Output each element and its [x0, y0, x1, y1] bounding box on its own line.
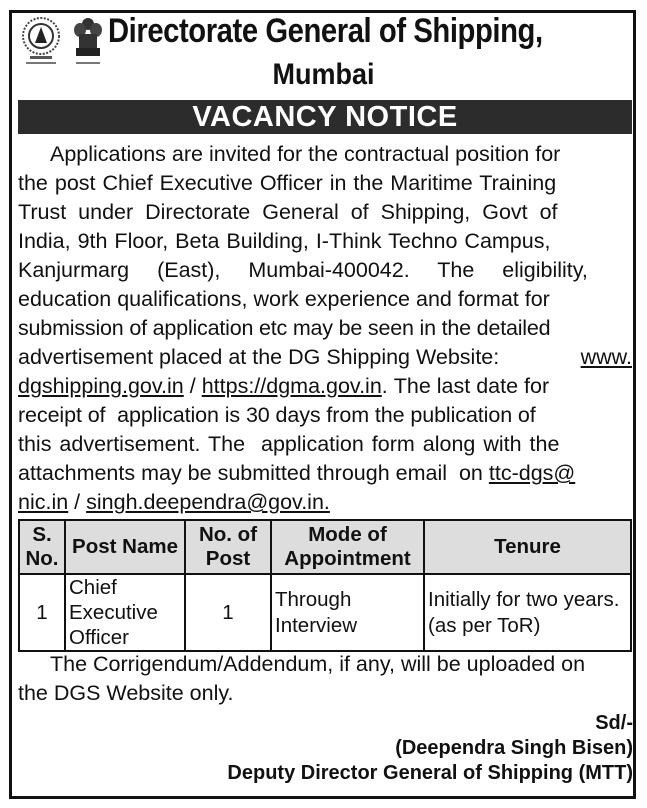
email-link-deependra[interactable]: singh.deependra@gov.in. — [86, 490, 330, 514]
corrigendum-note — [18, 650, 632, 708]
body-line: India, 9th Floor, Beta Building, I-Think Techno Campus, — [18, 229, 551, 253]
note-line-1: The Corrigendum/Addendum, if any, will be uploaded on — [50, 652, 586, 676]
col-header-sno: S. No. — [19, 520, 65, 574]
org-city: Mumbai — [272, 58, 375, 91]
table-header-row — [19, 520, 631, 574]
cell-mode: Through Interview — [271, 574, 424, 651]
vacancy-table — [18, 519, 632, 652]
note-line-2: the DGS Website only. — [18, 681, 234, 705]
body-line: submission of application etc may be seen in the detailed — [18, 316, 551, 340]
body-line: education qualifications, work experience and format for — [18, 287, 550, 311]
body-line: dgshipping.gov.in / https://dgma.gov.in. The last date for — [18, 374, 550, 398]
body-line: Trust under Directorate General of Shipping, Govt of — [18, 200, 558, 224]
sd-mark: Sd/- — [595, 712, 633, 734]
table-row — [19, 574, 631, 651]
body-line: nic.in / singh.deependra@gov.in. — [18, 488, 632, 517]
cell-sno: 1 — [19, 574, 65, 651]
body-line: Kanjurmarg (East), Mumbai-400042. The eligibility, — [18, 258, 588, 282]
signatory-name: (Deependra Singh Bisen) — [395, 737, 633, 759]
body-line: advertisement placed at the DG Shipping Website: www. — [18, 343, 632, 372]
col-header-tenure: Tenure — [424, 520, 631, 574]
col-header-post-name: Post Name — [65, 520, 185, 574]
signatory-designation: Deputy Director General of Shipping (MTT) — [227, 762, 633, 784]
body-line: the post Chief Executive Officer in the Maritime Training — [18, 171, 557, 195]
cell-post-name: Chief Executive Officer — [65, 574, 185, 651]
col-header-no-of-post: No. of Post — [185, 520, 271, 574]
notice-body — [18, 140, 632, 517]
email-link-ttc[interactable]: ttc-dgs@ — [488, 461, 576, 485]
body-line: Applications are invited for the contractual position for — [50, 142, 561, 166]
cell-tenure: Initially for two years. (as per ToR) — [424, 574, 631, 651]
dgs-website-link-cont[interactable]: dgshipping.gov.in — [18, 374, 184, 398]
org-name: Directorate General of Shipping, — [108, 12, 543, 50]
body-line: this advertisement. The application form along with the — [18, 432, 560, 456]
notice-title-banner: VACANCY NOTICE — [18, 100, 632, 134]
body-line: attachments may be submitted through email on ttc-dgs@ — [18, 461, 576, 485]
dgma-website-link[interactable]: https://dgma.gov.in — [201, 374, 382, 398]
body-line: receipt of application is 30 days from the publication of — [18, 403, 536, 427]
cell-no-of-post: 1 — [185, 574, 271, 651]
col-header-mode: Mode of Appointment — [271, 520, 424, 574]
email-link-ttc-cont[interactable]: nic.in — [18, 490, 69, 514]
dgs-website-link[interactable]: www. — [580, 345, 632, 369]
